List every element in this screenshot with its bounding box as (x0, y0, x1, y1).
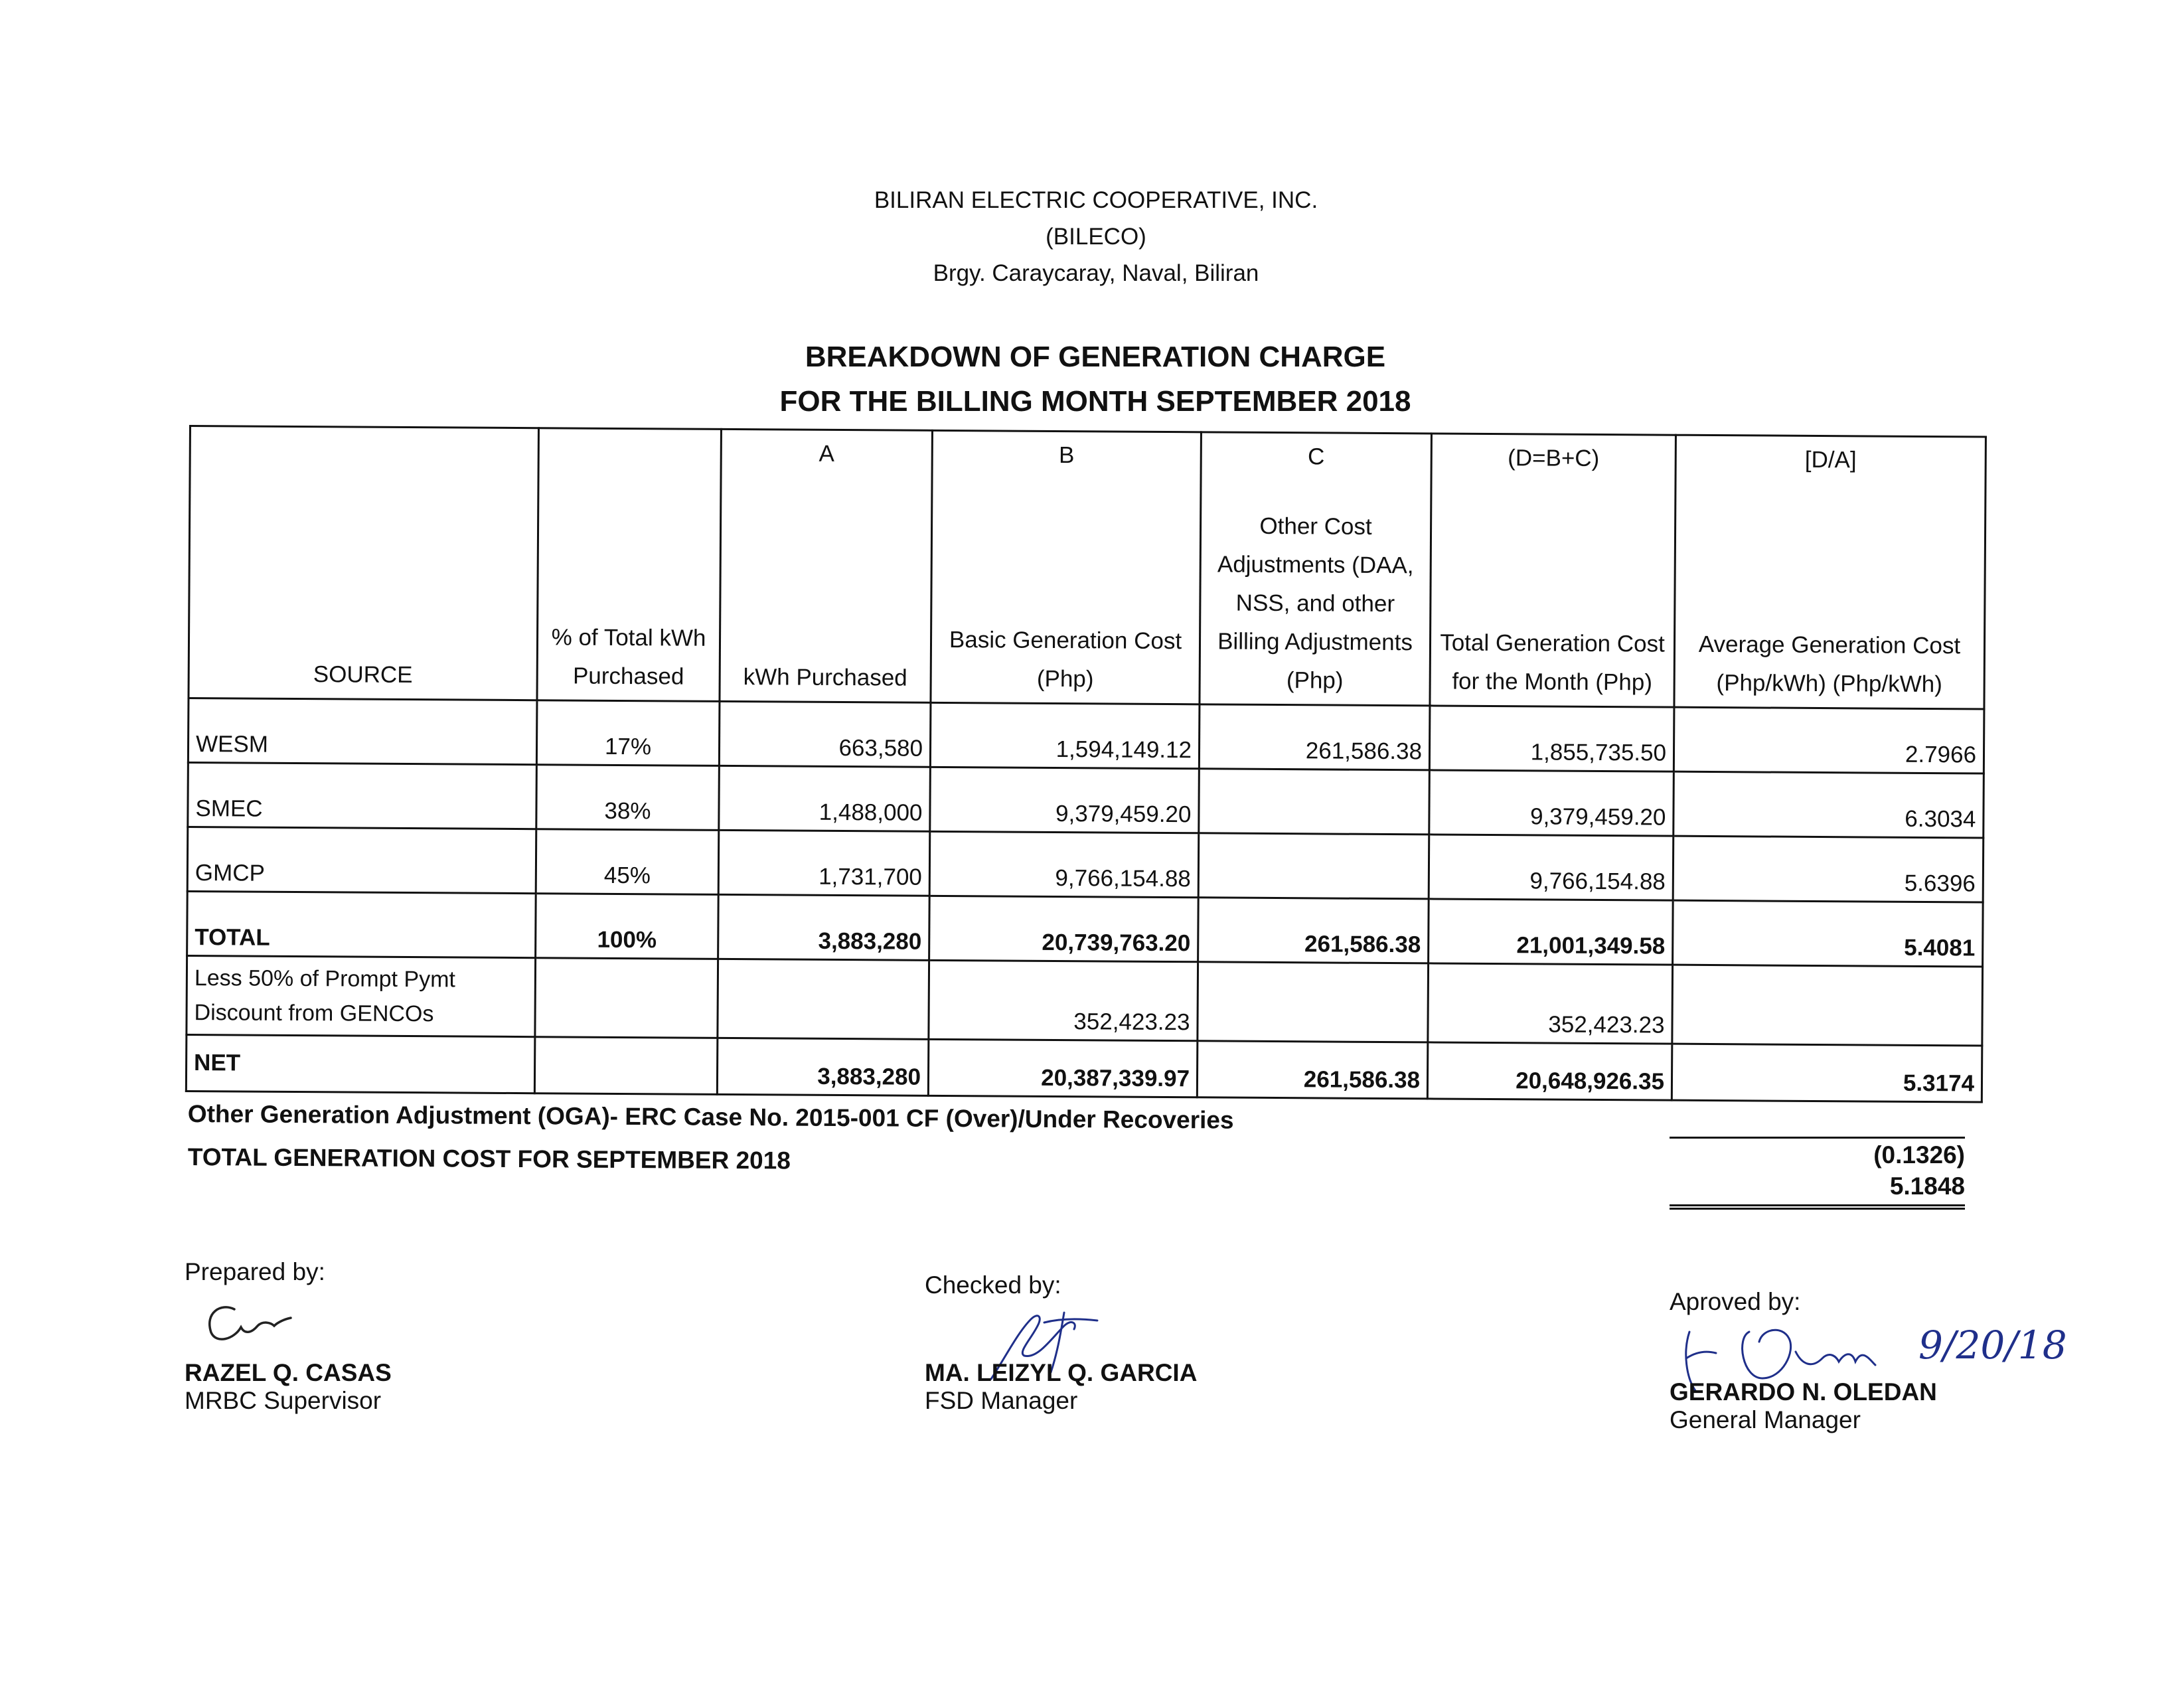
approved-by-block (1670, 1288, 2081, 1434)
column-letter: B (1058, 442, 1075, 469)
checked-by-name: MA. LEIZYL Q. GARCIA (925, 1359, 1198, 1386)
cell-source: TOTAL (187, 891, 536, 957)
cell-other: 261,586.38 (1197, 1041, 1428, 1099)
column-header-label: Basic Generation Cost (Php) (949, 627, 1182, 692)
column-header-kwh (720, 429, 932, 702)
cell-total: 1,855,735.50 (1429, 706, 1674, 771)
cell-average: 5.4081 (1673, 900, 1984, 967)
cell-percent: 100% (536, 894, 719, 959)
table-row-total (187, 891, 1984, 967)
column-header-label: Total Generation Cost for the Month (Php) (1440, 629, 1665, 696)
column-letter (191, 431, 538, 433)
cell-average: 2.7966 (1674, 707, 1984, 773)
organization-abbreviation: (BILECO) (1046, 224, 1146, 250)
cell-basic: 1,594,149.12 (930, 702, 1200, 768)
table-row-gmcp (187, 827, 1984, 902)
cell-source: Less 50% of Prompt Pymt Discount from GENCOs (187, 955, 536, 1036)
cell-total: 352,423.23 (1428, 963, 1673, 1044)
cell-percent (535, 958, 718, 1038)
cell-kwh (718, 959, 929, 1039)
organization-address: Brgy. Caraycaray, Naval, Biliran (933, 260, 1259, 286)
oga-value: (0.1326) (1670, 1137, 1965, 1169)
cell-total: 20,648,926.35 (1427, 1042, 1672, 1100)
cell-average: 5.6396 (1673, 836, 1984, 902)
cell-average: 5.3174 (1672, 1044, 1982, 1102)
approved-by-caption: Aproved by: (1670, 1288, 1801, 1315)
column-header-label: Average Generation Cost (Php/kWh) (Php/kWh) (1698, 631, 1961, 698)
table-row-smec (188, 762, 1984, 838)
cell-source: NET (186, 1034, 535, 1093)
cell-basic: 9,766,154.88 (929, 831, 1199, 897)
checked-by-caption: Checked by: (925, 1271, 1061, 1299)
organization-name: BILIRAN ELECTRIC COOPERATIVE, INC. (874, 187, 1318, 213)
cell-other: 261,586.38 (1199, 704, 1430, 770)
table-row-wesm (188, 698, 1984, 774)
cell-total: 9,766,154.88 (1429, 835, 1674, 900)
prepared-by-role: MRBC Supervisor (185, 1387, 382, 1414)
generation-charge-table (185, 425, 1987, 1103)
column-header-other-adjustments (1200, 432, 1431, 706)
cell-total: 9,379,459.20 (1429, 770, 1674, 836)
column-header-label: SOURCE (313, 661, 413, 688)
cell-basic: 352,423.23 (929, 960, 1198, 1040)
cell-average (1672, 965, 1983, 1046)
cell-kwh: 1,731,700 (718, 830, 930, 896)
cell-basic: 20,387,339.97 (928, 1039, 1198, 1097)
cell-basic: 9,379,459.20 (930, 767, 1200, 833)
cell-kwh: 663,580 (719, 701, 931, 767)
column-header-basic-cost (931, 430, 1201, 704)
cell-source: SMEC (188, 762, 537, 829)
column-header-source (189, 426, 538, 700)
cell-kwh: 3,883,280 (718, 894, 930, 960)
cell-percent: 45% (536, 829, 719, 895)
table-row-discount (187, 955, 1983, 1046)
approved-by-role: General Manager (1670, 1406, 1861, 1433)
cell-other (1198, 962, 1429, 1042)
cell-source: WESM (188, 698, 537, 765)
column-letter: (D=B+C) (1508, 445, 1600, 471)
column-letter: C (1307, 443, 1325, 470)
checked-by-block (925, 1271, 1336, 1415)
column-header-label: % of Total kWh Purchased (551, 624, 706, 690)
total-generation-cost-label: TOTAL GENERATION COST FOR SEPTEMBER 2018 (187, 1143, 791, 1174)
table-header-row (189, 426, 1986, 710)
cell-average: 6.3034 (1674, 771, 1984, 838)
cell-percent (534, 1037, 718, 1095)
signature-image (185, 1286, 317, 1359)
column-letter: [D/A] (1804, 446, 1857, 473)
approved-by-name: GERARDO N. OLEDAN (1670, 1378, 1937, 1406)
prepared-by-caption: Prepared by: (185, 1258, 325, 1285)
total-generation-cost-value: 5.1848 (1670, 1172, 1965, 1210)
cell-kwh: 1,488,000 (719, 766, 931, 831)
checked-by-role: FSD Manager (925, 1387, 1078, 1414)
column-letter: A (819, 440, 835, 467)
prepared-by-block (185, 1258, 516, 1415)
cell-percent: 17% (536, 700, 720, 766)
cell-source: GMCP (187, 827, 536, 893)
cell-percent: 38% (536, 765, 720, 831)
column-header-percent (537, 428, 721, 702)
approval-date: 9/20/18 (1918, 1323, 2067, 1368)
cell-other (1199, 769, 1430, 835)
column-header-label: kWh Purchased (743, 664, 907, 691)
table-row-net (186, 1034, 1982, 1102)
cell-other: 261,586.38 (1198, 898, 1429, 963)
cell-basic: 20,739,763.20 (929, 896, 1199, 961)
oga-label: Other Generation Adjustment (OGA)- ERC Case No. 2015-001 CF (Over)/Under Recoveries (187, 1100, 1234, 1134)
document-subtitle: FOR THE BILLING MONTH SEPTEMBER 2018 (779, 385, 1411, 418)
column-header-total-cost (1430, 434, 1676, 707)
cell-total: 21,001,349.58 (1429, 899, 1674, 965)
column-header-label: Other Cost Adjustments (DAA, NSS, and other Billing Adjustments (Php) (1217, 513, 1414, 694)
document-title: BREAKDOWN OF GENERATION CHARGE (805, 341, 1386, 373)
cell-other (1198, 833, 1429, 899)
column-header-average-cost (1674, 435, 1986, 709)
prepared-by-name: RAZEL Q. CASAS (185, 1359, 392, 1386)
column-letter (540, 433, 720, 434)
cell-kwh: 3,883,280 (717, 1038, 929, 1095)
